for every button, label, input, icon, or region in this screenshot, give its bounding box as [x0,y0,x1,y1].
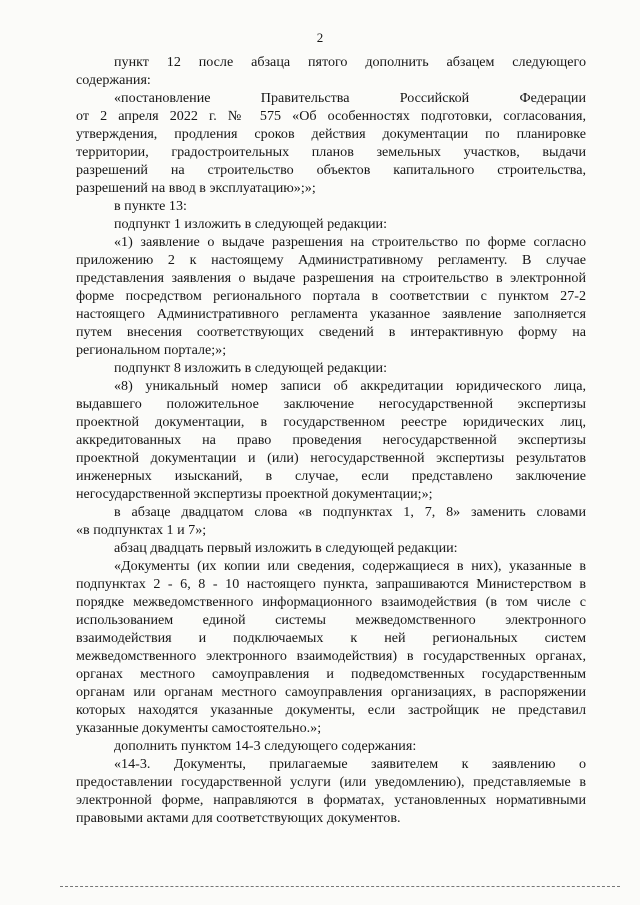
text-line: «8) уникальный номер записи об аккредитации юридического лица, [114,378,586,394]
text-line: приложению 2 к настоящему Административному регламенту. В случае [76,252,586,268]
text-line: которых находятся указанные документы, если застройщик не представил [76,702,586,718]
text-line: «Документы (их копии или сведения, содержащиеся в них), указанные в [114,558,586,574]
text-line: подпунктах 2 - 6, 8 - 10 настоящего пункта, запрашиваются Министерством в [76,576,586,592]
text-line: разрешений на ввод в эксплуатацию»;»; [76,180,316,196]
text-line: в пункте 13: [114,198,187,214]
text-line: «1) заявление о выдаче разрешения на строительство по форме согласно [114,234,586,250]
text-line: содержания: [76,72,151,88]
text-line: настоящего Административного регламента указанное заявление заполняется [76,306,586,322]
text-line: «постановление Правительства Российской Федерации [114,90,586,106]
text-line: пункт 12 после абзаца пятого дополнить абзацем следующего [114,54,586,70]
text-line: проектной документации и (или) негосударственной экспертизы результатов [76,450,586,466]
text-line: выдавшего положительное заключение негосударственной экспертизы [76,396,586,412]
text-line: абзац двадцать первый изложить в следующей редакции: [114,540,458,556]
text-line: разрешений на строительство объектов капитального строительства, [76,162,586,178]
bottom-divider [60,886,620,887]
text-line: проектной документации, в государственном реестре юридических лиц, [76,414,586,430]
text-line: взаимодействия и подключаемых к ней региональных систем [76,630,586,646]
text-line: «14-3. Документы, прилагаемые заявителем к заявлению о [114,756,586,772]
text-line: правовыми актами для соответствующих документов. [76,810,401,826]
text-line: электронной форме, направляются в форматах, установленных нормативными [76,792,586,808]
text-line: органах местного самоуправления и подведомственных государственным [76,666,586,682]
text-line: в абзаце двадцатом слова «в подпунктах 1, 7, 8» заменить словами [114,504,586,520]
text-line: путем внесения соответствующих сведений в интерактивную форму на [76,324,586,340]
text-line: использованием единой системы межведомственного электронного [76,612,586,628]
text-line: предоставлении государственной услуги (или уведомлению), представляемые в [76,774,586,790]
text-line: порядке межведомственного информационного взаимодействия (в том числе с [76,594,586,610]
document-body [76,53,586,827]
text-line: указанные документы самостоятельно.»; [76,720,322,736]
text-line: дополнить пунктом 14-3 следующего содержания: [114,738,417,754]
text-line: представления заявления о выдаче разрешения на строительство в электронной [76,270,586,286]
text-line: «в подпунктах 1 и 7»; [76,522,207,538]
page-number: 2 [316,30,324,45]
text-line: подпункт 8 изложить в следующей редакции: [114,360,388,376]
text-line: аккредитованных на право проведения негосударственной экспертизы [76,432,586,448]
text-line: подпункт 1 изложить в следующей редакции: [114,216,388,232]
text-line: органам или органам местного самоуправления организациях, в распоряжении [76,684,586,700]
text-line: региональном портале;»; [76,342,227,358]
text-line: утверждения, продления сроков действия документации по планировке [76,126,586,142]
text-line: негосударственной экспертизы проектной документации;»; [76,486,433,502]
text-line: форме посредством регионального портала в соответствии с пунктом 27-2 [76,288,586,304]
text-line: территории, градостроительных планов земельных участков, выдачи [76,144,586,160]
text-line: от 2 апреля 2022 г. № 575 «Об особенностях подготовки, согласования, [76,108,586,124]
text-line: межведомственного электронного взаимодействия) в государственных органах, [76,648,586,664]
text-line: инженерных изысканий, в случае, если представлено заключение [76,468,586,484]
